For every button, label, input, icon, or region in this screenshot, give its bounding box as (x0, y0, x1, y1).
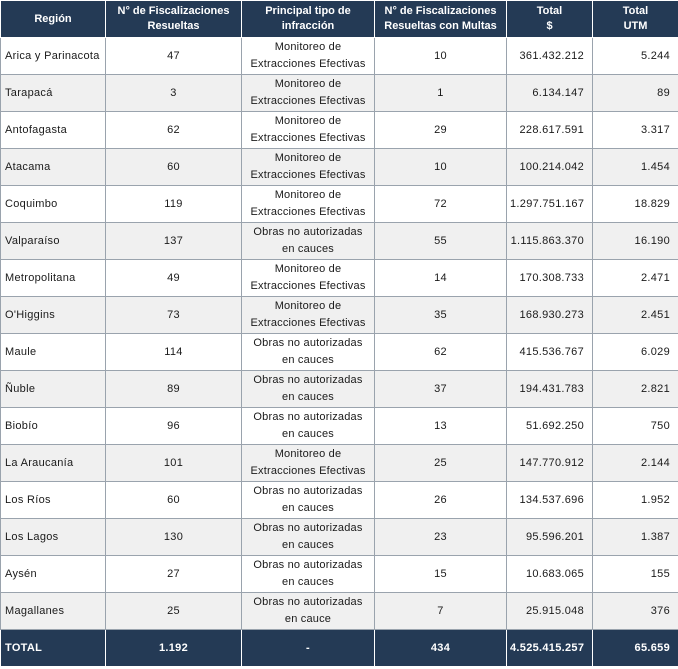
cell-total-pesos: 134.537.696 (507, 482, 593, 519)
cell-con-multas: 1 (375, 75, 507, 112)
cell-tipo-infraccion (242, 260, 375, 297)
cell-con-multas: 72 (375, 186, 507, 223)
cell-total-pesos: 10.683.065 (507, 556, 593, 593)
cell-tipo-line1: Monitoreo de (274, 41, 342, 53)
table-row (1, 75, 678, 112)
header-total-pesos-line2: $ (546, 20, 553, 32)
cell-tipo-infraccion (242, 223, 375, 260)
header-total-pesos (507, 1, 593, 38)
cell-tipo-line1: Monitoreo de (274, 263, 342, 275)
table-row (1, 519, 678, 556)
cell-con-multas: 37 (375, 371, 507, 408)
cell-fiscalizaciones: 60 (106, 482, 242, 519)
cell-tipo-line2: en cauces (282, 539, 334, 551)
table-row (1, 408, 678, 445)
cell-region: Coquimbo (1, 186, 106, 223)
total-fiscalizaciones: 1.192 (106, 630, 242, 667)
header-row (1, 1, 678, 38)
cell-total-utm: 1.454 (593, 149, 678, 186)
cell-fiscalizaciones: 49 (106, 260, 242, 297)
cell-tipo-infraccion (242, 149, 375, 186)
cell-tipo-line1: Obras no autorizadas (253, 226, 363, 238)
cell-total-pesos: 228.617.591 (507, 112, 593, 149)
table-row (1, 556, 678, 593)
cell-con-multas: 15 (375, 556, 507, 593)
header-tipo-infraccion: Principal tipo de infracción (242, 1, 375, 38)
cell-tipo-line2: Extracciones Efectivas (250, 206, 366, 218)
cell-fiscalizaciones: 137 (106, 223, 242, 260)
cell-region: Ñuble (1, 371, 106, 408)
cell-total-pesos: 1.115.863.370 (507, 223, 593, 260)
header-total-pesos-line1: Total (536, 5, 563, 17)
cell-total-utm: 6.029 (593, 334, 678, 371)
total-row (1, 630, 678, 667)
cell-total-utm: 2.471 (593, 260, 678, 297)
cell-fiscalizaciones: 96 (106, 408, 242, 445)
table-row (1, 482, 678, 519)
cell-tipo-line1: Monitoreo de (274, 78, 342, 90)
cell-fiscalizaciones: 119 (106, 186, 242, 223)
cell-tipo-line1: Obras no autorizadas (253, 485, 363, 497)
cell-tipo-line2: en cauce (284, 613, 332, 625)
cell-tipo-line1: Monitoreo de (274, 115, 342, 127)
table-row (1, 445, 678, 482)
cell-total-utm: 89 (593, 75, 678, 112)
cell-total-utm: 16.190 (593, 223, 678, 260)
cell-region: Los Ríos (1, 482, 106, 519)
cell-tipo-line1: Obras no autorizadas (253, 522, 363, 534)
total-con-multas: 434 (375, 630, 507, 667)
cell-con-multas: 29 (375, 112, 507, 149)
cell-con-multas: 26 (375, 482, 507, 519)
table-row (1, 260, 678, 297)
cell-con-multas: 62 (375, 334, 507, 371)
cell-tipo-infraccion (242, 593, 375, 630)
table-row (1, 297, 678, 334)
cell-con-multas: 10 (375, 149, 507, 186)
table-row (1, 112, 678, 149)
cell-tipo-line2: Extracciones Efectivas (250, 317, 366, 329)
cell-con-multas: 10 (375, 38, 507, 75)
cell-fiscalizaciones: 3 (106, 75, 242, 112)
cell-region: Antofagasta (1, 112, 106, 149)
cell-region: Los Lagos (1, 519, 106, 556)
table-row (1, 149, 678, 186)
header-fiscalizaciones: N° de Fiscalizaciones Resueltas (106, 1, 242, 38)
cell-total-utm: 1.387 (593, 519, 678, 556)
cell-region: Aysén (1, 556, 106, 593)
cell-total-pesos: 168.930.273 (507, 297, 593, 334)
header-region: Región (1, 1, 106, 38)
total-label: TOTAL (1, 630, 106, 667)
table-body (1, 38, 678, 630)
cell-tipo-infraccion (242, 75, 375, 112)
cell-total-pesos: 95.596.201 (507, 519, 593, 556)
cell-con-multas: 55 (375, 223, 507, 260)
cell-fiscalizaciones: 62 (106, 112, 242, 149)
cell-tipo-line2: Extracciones Efectivas (250, 58, 366, 70)
total-utm: 65.659 (593, 630, 678, 667)
cell-total-utm: 1.952 (593, 482, 678, 519)
cell-fiscalizaciones: 27 (106, 556, 242, 593)
cell-total-utm: 3.317 (593, 112, 678, 149)
cell-tipo-line2: Extracciones Efectivas (250, 465, 366, 477)
cell-tipo-infraccion (242, 408, 375, 445)
header-total-utm-line1: Total (622, 5, 649, 17)
header-con-multas: N° de Fiscalizaciones Resueltas con Multas (375, 1, 507, 38)
cell-tipo-line2: en cauces (282, 391, 334, 403)
cell-region: Atacama (1, 149, 106, 186)
cell-tipo-infraccion (242, 186, 375, 223)
cell-con-multas: 7 (375, 593, 507, 630)
cell-total-utm: 750 (593, 408, 678, 445)
cell-fiscalizaciones: 89 (106, 371, 242, 408)
cell-fiscalizaciones: 114 (106, 334, 242, 371)
cell-tipo-infraccion (242, 519, 375, 556)
cell-total-pesos: 1.297.751.167 (507, 186, 593, 223)
cell-tipo-infraccion (242, 445, 375, 482)
cell-total-utm: 155 (593, 556, 678, 593)
cell-total-pesos: 100.214.042 (507, 149, 593, 186)
cell-tipo-infraccion (242, 334, 375, 371)
cell-con-multas: 23 (375, 519, 507, 556)
header-total-utm-line2: UTM (623, 20, 648, 32)
table-row (1, 223, 678, 260)
cell-tipo-line1: Obras no autorizadas (253, 374, 363, 386)
table-row (1, 593, 678, 630)
cell-tipo-infraccion (242, 556, 375, 593)
cell-region: Metropolitana (1, 260, 106, 297)
cell-tipo-infraccion (242, 112, 375, 149)
cell-tipo-infraccion (242, 38, 375, 75)
cell-tipo-line1: Monitoreo de (274, 189, 342, 201)
cell-tipo-line2: Extracciones Efectivas (250, 95, 366, 107)
cell-region: O'Higgins (1, 297, 106, 334)
header-total-utm (593, 1, 678, 38)
cell-region: Biobío (1, 408, 106, 445)
cell-total-utm: 2.451 (593, 297, 678, 334)
cell-con-multas: 35 (375, 297, 507, 334)
cell-fiscalizaciones: 25 (106, 593, 242, 630)
cell-total-pesos: 170.308.733 (507, 260, 593, 297)
cell-tipo-line1: Obras no autorizadas (253, 337, 363, 349)
cell-region: Tarapacá (1, 75, 106, 112)
cell-tipo-infraccion (242, 297, 375, 334)
cell-fiscalizaciones: 73 (106, 297, 242, 334)
cell-tipo-infraccion (242, 482, 375, 519)
cell-total-pesos: 51.692.250 (507, 408, 593, 445)
cell-tipo-line1: Monitoreo de (274, 448, 342, 460)
cell-fiscalizaciones: 60 (106, 149, 242, 186)
cell-total-pesos: 415.536.767 (507, 334, 593, 371)
total-tipo: - (242, 630, 375, 667)
cell-tipo-line1: Obras no autorizadas (253, 596, 363, 608)
cell-con-multas: 25 (375, 445, 507, 482)
cell-total-utm: 18.829 (593, 186, 678, 223)
cell-tipo-line2: Extracciones Efectivas (250, 169, 366, 181)
cell-tipo-line2: en cauces (282, 502, 334, 514)
cell-total-pesos: 6.134.147 (507, 75, 593, 112)
cell-total-utm: 2.821 (593, 371, 678, 408)
table-row (1, 186, 678, 223)
cell-total-pesos: 361.432.212 (507, 38, 593, 75)
cell-tipo-line2: en cauces (282, 428, 334, 440)
cell-tipo-line1: Monitoreo de (274, 300, 342, 312)
cell-region: Arica y Parinacota (1, 38, 106, 75)
cell-tipo-line1: Obras no autorizadas (253, 559, 363, 571)
cell-tipo-line2: en cauces (282, 243, 334, 255)
cell-fiscalizaciones: 130 (106, 519, 242, 556)
cell-con-multas: 13 (375, 408, 507, 445)
cell-region: Magallanes (1, 593, 106, 630)
total-pesos: 4.525.415.257 (507, 630, 593, 667)
cell-total-pesos: 194.431.783 (507, 371, 593, 408)
table-row (1, 38, 678, 75)
table-row (1, 334, 678, 371)
cell-con-multas: 14 (375, 260, 507, 297)
cell-tipo-line1: Obras no autorizadas (253, 411, 363, 423)
cell-total-utm: 5.244 (593, 38, 678, 75)
cell-fiscalizaciones: 47 (106, 38, 242, 75)
cell-tipo-line2: Extracciones Efectivas (250, 280, 366, 292)
cell-tipo-line2: en cauces (282, 354, 334, 366)
cell-tipo-line2: en cauces (282, 576, 334, 588)
cell-total-utm: 376 (593, 593, 678, 630)
cell-total-utm: 2.144 (593, 445, 678, 482)
cell-region: Maule (1, 334, 106, 371)
cell-region: Valparaíso (1, 223, 106, 260)
cell-tipo-line2: Extracciones Efectivas (250, 132, 366, 144)
cell-tipo-infraccion (242, 371, 375, 408)
cell-tipo-line1: Monitoreo de (274, 152, 342, 164)
cell-fiscalizaciones: 101 (106, 445, 242, 482)
table-row (1, 371, 678, 408)
cell-region: La Araucanía (1, 445, 106, 482)
cell-total-pesos: 147.770.912 (507, 445, 593, 482)
cell-total-pesos: 25.915.048 (507, 593, 593, 630)
